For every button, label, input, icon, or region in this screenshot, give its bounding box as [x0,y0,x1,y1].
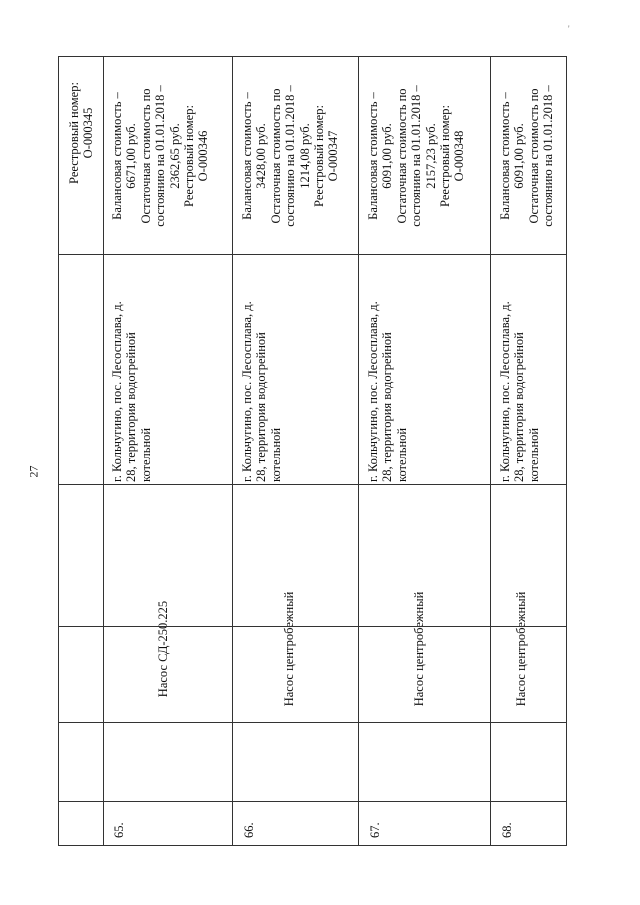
header-line-2: О-000345 [81,107,96,159]
equipment-address [240,256,283,482]
detail-line: Балансовая стоимость – [366,92,380,220]
address-line: котельной [394,427,409,482]
detail-line: состоянию на 01.01.2018 – [409,85,424,227]
equipment-details [498,60,556,252]
address-line: г. Кольчугино, пос. Лесосплава, д. [498,301,512,482]
detail-line: 6671,00 руб. [124,123,139,189]
detail-line: Остаточная стоимость по [526,88,541,224]
row-number: 66. [242,822,256,838]
detail-line: Остаточная стоимость по [268,88,283,224]
column-separator-empty-1 [58,722,566,723]
equipment-details [240,60,341,252]
address-line: котельной [138,427,153,482]
row-number: 67. [368,822,382,838]
detail-line: Реестровый номер: [182,105,197,207]
detail-line: О-000346 [196,130,211,182]
inventory-table [58,56,566,846]
address-line: 28, территория водогрейной [124,332,139,482]
detail-line: Остаточная стоимость по [394,88,409,224]
detail-line: 2362,65 руб. [167,123,182,189]
detail-line: Остаточная стоимость по [138,88,153,224]
detail-line: состоянию на 01.01.2018 – [153,85,168,227]
detail-line: 2157,23 руб. [423,123,438,189]
detail-line: О-000347 [326,130,341,182]
equipment-name: Насос СД-250.225 [156,600,170,698]
header-row-band [58,56,104,846]
detail-line: 3428,00 руб. [254,123,269,189]
detail-line: состоянию на 01.01.2018 – [541,85,556,227]
column-separator-address [58,484,566,485]
header-line-1: Реестровый номер: [67,82,81,184]
page-number: 27 [26,465,41,478]
detail-line: Реестровый номер: [312,105,327,207]
column-separator-details [58,254,566,255]
table-row-65 [102,56,233,846]
address-line: 28, территория водогрейной [254,332,269,482]
detail-line: О-000348 [452,130,467,182]
equipment-address [366,256,409,482]
equipment-address [498,256,541,482]
table-bottom-border [58,845,566,846]
table-top-border [58,56,566,57]
address-line: г. Кольчугино, пос. Лесосплава, д. [110,301,124,482]
detail-line: 6091,00 руб. [380,123,395,189]
equipment-details [366,60,467,252]
equipment-address [110,256,153,482]
row-number: 65. [112,822,126,838]
corner-mark: ' [568,24,570,34]
equipment-details [110,60,211,252]
address-line: 28, территория водогрейной [380,332,395,482]
address-line: г. Кольчугино, пос. Лесосплава, д. [240,301,254,482]
column-separator-name [58,626,566,627]
equipment-name: Насос центробежный [514,591,528,707]
detail-line: 6091,00 руб. [512,123,527,189]
address-line: г. Кольчугино, пос. Лесосплава, д. [366,301,380,482]
equipment-name: Насос центробежный [412,591,426,707]
header-registry-cell [67,58,96,208]
detail-line: 1214,08 руб. [297,123,312,189]
address-line: котельной [526,427,541,482]
table-row-67 [358,56,491,846]
column-separator-empty-2 [58,801,566,802]
detail-line: Балансовая стоимость – [240,92,254,220]
table-row-66 [232,56,359,846]
address-line: котельной [268,427,283,482]
detail-line: Балансовая стоимость – [110,92,124,220]
detail-line: состоянию на 01.01.2018 – [283,85,298,227]
row-number: 68. [500,822,514,838]
address-line: 28, территория водогрейной [512,332,527,482]
table-row-68 [490,56,567,846]
detail-line: Балансовая стоимость – [498,92,512,220]
equipment-name: Насос центробежный [282,591,296,707]
detail-line: Реестровый номер: [438,105,453,207]
